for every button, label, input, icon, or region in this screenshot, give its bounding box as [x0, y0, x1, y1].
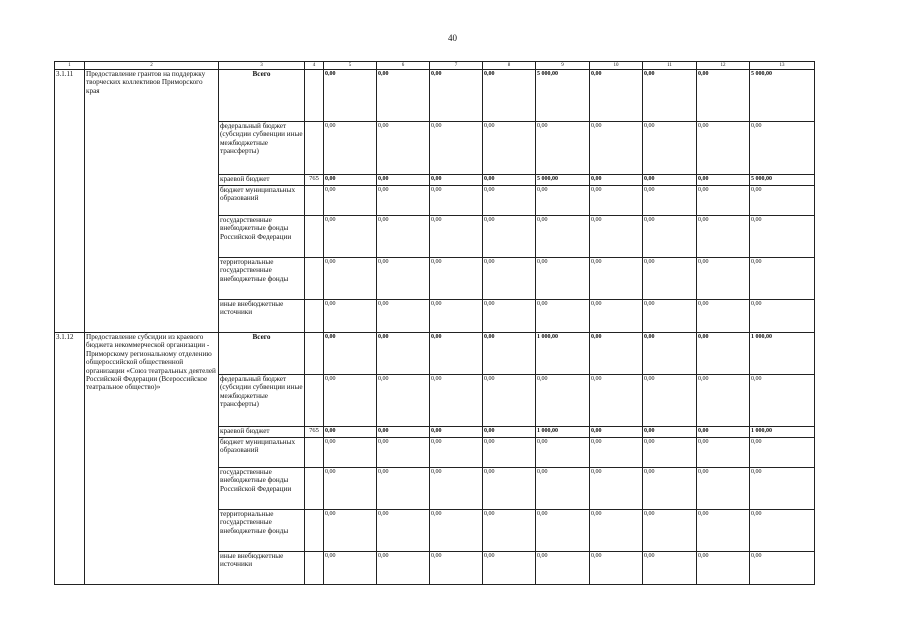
amount-cell: 0,00: [697, 175, 750, 186]
page-number: 40: [448, 33, 457, 43]
amount-cell: 0,00: [377, 300, 430, 333]
amount-cell: 0,00: [430, 258, 483, 300]
amount-cell: 0,00: [643, 70, 697, 122]
amount-cell: 0,00: [643, 427, 697, 438]
amount-cell: 5 000,00: [750, 70, 815, 122]
column-number: 11: [643, 62, 697, 70]
amount-cell: 0,00: [697, 438, 750, 468]
budget-code: [305, 186, 324, 216]
budget-code: 765: [305, 427, 324, 438]
amount-cell: 0,00: [750, 438, 815, 468]
funding-source: Всего: [219, 333, 305, 375]
amount-cell: 0,00: [750, 122, 815, 175]
amount-cell: 0,00: [590, 122, 643, 175]
amount-cell: 0,00: [697, 258, 750, 300]
amount-cell: 0,00: [697, 552, 750, 585]
amount-cell: 0,00: [590, 333, 643, 375]
amount-cell: 0,00: [536, 216, 590, 258]
amount-cell: 0,00: [483, 510, 536, 552]
amount-cell: 0,00: [697, 375, 750, 427]
column-number: 1: [55, 62, 85, 70]
amount-cell: 0,00: [590, 258, 643, 300]
amount-cell: 0,00: [590, 375, 643, 427]
amount-cell: 0,00: [697, 70, 750, 122]
amount-cell: 0,00: [324, 122, 377, 175]
amount-cell: 0,00: [643, 258, 697, 300]
amount-cell: 0,00: [324, 186, 377, 216]
column-number: 12: [697, 62, 750, 70]
amount-cell: 0,00: [430, 552, 483, 585]
table-body: [55, 62, 815, 585]
amount-cell: 0,00: [430, 333, 483, 375]
amount-cell: 0,00: [590, 427, 643, 438]
amount-cell: 0,00: [430, 375, 483, 427]
amount-cell: 0,00: [536, 438, 590, 468]
funding-source: территориальные государственные внебюджетные фонды: [219, 258, 305, 300]
funding-source: территориальные государственные внебюджетные фонды: [219, 510, 305, 552]
amount-cell: 0,00: [377, 70, 430, 122]
column-number: 6: [377, 62, 430, 70]
amount-cell: 0,00: [430, 186, 483, 216]
amount-cell: 0,00: [324, 375, 377, 427]
amount-cell: 5 000,00: [536, 70, 590, 122]
amount-cell: 0,00: [430, 300, 483, 333]
amount-cell: 0,00: [643, 510, 697, 552]
budget-table: [54, 61, 815, 585]
amount-cell: 1 000,00: [750, 333, 815, 375]
amount-cell: 0,00: [750, 510, 815, 552]
amount-cell: 0,00: [377, 552, 430, 585]
amount-cell: 0,00: [324, 258, 377, 300]
funding-source: краевой бюджет: [219, 427, 305, 438]
amount-cell: 0,00: [536, 300, 590, 333]
amount-cell: 0,00: [377, 438, 430, 468]
amount-cell: 0,00: [377, 175, 430, 186]
funding-source: иные внебюджетные источники: [219, 300, 305, 333]
funding-source: федеральный бюджет (субсидии субвенции иные межбюджетные трансферты): [219, 122, 305, 175]
activity-name: Предоставление грантов на поддержку творческих коллективов Приморского края: [85, 70, 219, 333]
amount-cell: 0,00: [483, 216, 536, 258]
amount-cell: 0,00: [377, 427, 430, 438]
amount-cell: 0,00: [483, 427, 536, 438]
amount-cell: 0,00: [430, 122, 483, 175]
budget-code: [305, 258, 324, 300]
amount-cell: 0,00: [377, 122, 430, 175]
budget-code: [305, 300, 324, 333]
amount-cell: 0,00: [377, 186, 430, 216]
amount-cell: 0,00: [697, 468, 750, 510]
amount-cell: 0,00: [643, 175, 697, 186]
amount-cell: 0,00: [590, 70, 643, 122]
amount-cell: 0,00: [483, 70, 536, 122]
amount-cell: 1 000,00: [750, 427, 815, 438]
budget-code: [305, 552, 324, 585]
amount-cell: 0,00: [536, 122, 590, 175]
table-row: [55, 333, 815, 375]
amount-cell: 0,00: [750, 468, 815, 510]
budget-code: [305, 70, 324, 122]
amount-cell: 0,00: [377, 258, 430, 300]
amount-cell: 0,00: [697, 122, 750, 175]
amount-cell: 0,00: [590, 468, 643, 510]
amount-cell: 0,00: [483, 552, 536, 585]
amount-cell: 0,00: [750, 258, 815, 300]
column-number: 5: [324, 62, 377, 70]
amount-cell: 0,00: [377, 333, 430, 375]
table-row: [55, 70, 815, 122]
amount-cell: 0,00: [483, 375, 536, 427]
amount-cell: 0,00: [536, 186, 590, 216]
budget-code: [305, 216, 324, 258]
amount-cell: 0,00: [536, 468, 590, 510]
amount-cell: 0,00: [697, 216, 750, 258]
amount-cell: 0,00: [483, 122, 536, 175]
amount-cell: 0,00: [324, 70, 377, 122]
amount-cell: 0,00: [483, 186, 536, 216]
amount-cell: 0,00: [643, 333, 697, 375]
amount-cell: 0,00: [590, 186, 643, 216]
budget-code: [305, 375, 324, 427]
amount-cell: 0,00: [483, 468, 536, 510]
amount-cell: 0,00: [377, 375, 430, 427]
amount-cell: 0,00: [750, 186, 815, 216]
amount-cell: 0,00: [324, 468, 377, 510]
amount-cell: 0,00: [750, 552, 815, 585]
amount-cell: 0,00: [643, 216, 697, 258]
amount-cell: 0,00: [377, 468, 430, 510]
amount-cell: 0,00: [377, 510, 430, 552]
amount-cell: 0,00: [643, 375, 697, 427]
amount-cell: 0,00: [536, 510, 590, 552]
amount-cell: 0,00: [430, 175, 483, 186]
column-number: 2: [85, 62, 219, 70]
amount-cell: 0,00: [324, 510, 377, 552]
amount-cell: 1 000,00: [536, 333, 590, 375]
amount-cell: 5 000,00: [536, 175, 590, 186]
amount-cell: 0,00: [643, 552, 697, 585]
amount-cell: 0,00: [430, 510, 483, 552]
activity-code: 3.1.11: [55, 70, 85, 333]
amount-cell: 0,00: [536, 375, 590, 427]
column-number-row: [55, 62, 815, 70]
amount-cell: 0,00: [643, 186, 697, 216]
amount-cell: 0,00: [483, 175, 536, 186]
column-number: 7: [430, 62, 483, 70]
budget-code: [305, 510, 324, 552]
amount-cell: 0,00: [536, 258, 590, 300]
column-number: 9: [536, 62, 590, 70]
column-number: 10: [590, 62, 643, 70]
amount-cell: 0,00: [590, 438, 643, 468]
amount-cell: 1 000,00: [536, 427, 590, 438]
funding-source: бюджет муниципальных образований: [219, 438, 305, 468]
activity-code: 3.1.12: [55, 333, 85, 585]
column-number: 3: [219, 62, 305, 70]
amount-cell: 0,00: [430, 70, 483, 122]
funding-source: государственные внебюджетные фонды Российской Федерации: [219, 216, 305, 258]
amount-cell: 0,00: [324, 216, 377, 258]
funding-source: государственные внебюджетные фонды Российской Федерации: [219, 468, 305, 510]
column-number: 4: [305, 62, 324, 70]
amount-cell: 0,00: [483, 438, 536, 468]
amount-cell: 0,00: [324, 175, 377, 186]
budget-code: 765: [305, 175, 324, 186]
amount-cell: 0,00: [697, 186, 750, 216]
budget-code: [305, 438, 324, 468]
amount-cell: 0,00: [430, 438, 483, 468]
budget-code: [305, 122, 324, 175]
amount-cell: 0,00: [590, 216, 643, 258]
amount-cell: 0,00: [324, 552, 377, 585]
amount-cell: 0,00: [430, 216, 483, 258]
amount-cell: 0,00: [324, 427, 377, 438]
amount-cell: 0,00: [697, 300, 750, 333]
activity-name: Предоставление субсидии из краевого бюджета некоммерческой организации - Приморскому региональному отделению общероссийской общественной организации «Союз театральных деятелей Российской Федерации (Всероссийское театральное общество)»: [85, 333, 219, 585]
amount-cell: 0,00: [643, 300, 697, 333]
funding-source: иные внебюджетные источники: [219, 552, 305, 585]
amount-cell: 0,00: [483, 258, 536, 300]
amount-cell: 0,00: [430, 427, 483, 438]
amount-cell: 0,00: [643, 438, 697, 468]
amount-cell: 0,00: [750, 216, 815, 258]
funding-source: Всего: [219, 70, 305, 122]
amount-cell: 0,00: [643, 468, 697, 510]
funding-source: бюджет муниципальных образований: [219, 186, 305, 216]
amount-cell: 0,00: [324, 333, 377, 375]
amount-cell: 0,00: [324, 438, 377, 468]
amount-cell: 0,00: [697, 427, 750, 438]
budget-code: [305, 333, 324, 375]
amount-cell: 0,00: [697, 333, 750, 375]
amount-cell: 0,00: [483, 300, 536, 333]
amount-cell: 0,00: [750, 300, 815, 333]
amount-cell: 0,00: [750, 375, 815, 427]
amount-cell: 0,00: [430, 468, 483, 510]
amount-cell: 0,00: [697, 510, 750, 552]
amount-cell: 0,00: [590, 300, 643, 333]
amount-cell: 0,00: [377, 216, 430, 258]
amount-cell: 0,00: [643, 122, 697, 175]
amount-cell: 5 000,00: [750, 175, 815, 186]
amount-cell: 0,00: [536, 552, 590, 585]
amount-cell: 0,00: [483, 333, 536, 375]
amount-cell: 0,00: [590, 175, 643, 186]
column-number: 13: [750, 62, 815, 70]
amount-cell: 0,00: [324, 300, 377, 333]
column-number: 8: [483, 62, 536, 70]
budget-code: [305, 468, 324, 510]
amount-cell: 0,00: [590, 510, 643, 552]
funding-source: краевой бюджет: [219, 175, 305, 186]
amount-cell: 0,00: [590, 552, 643, 585]
funding-source: федеральный бюджет (субсидии субвенции иные межбюджетные трансферты): [219, 375, 305, 427]
